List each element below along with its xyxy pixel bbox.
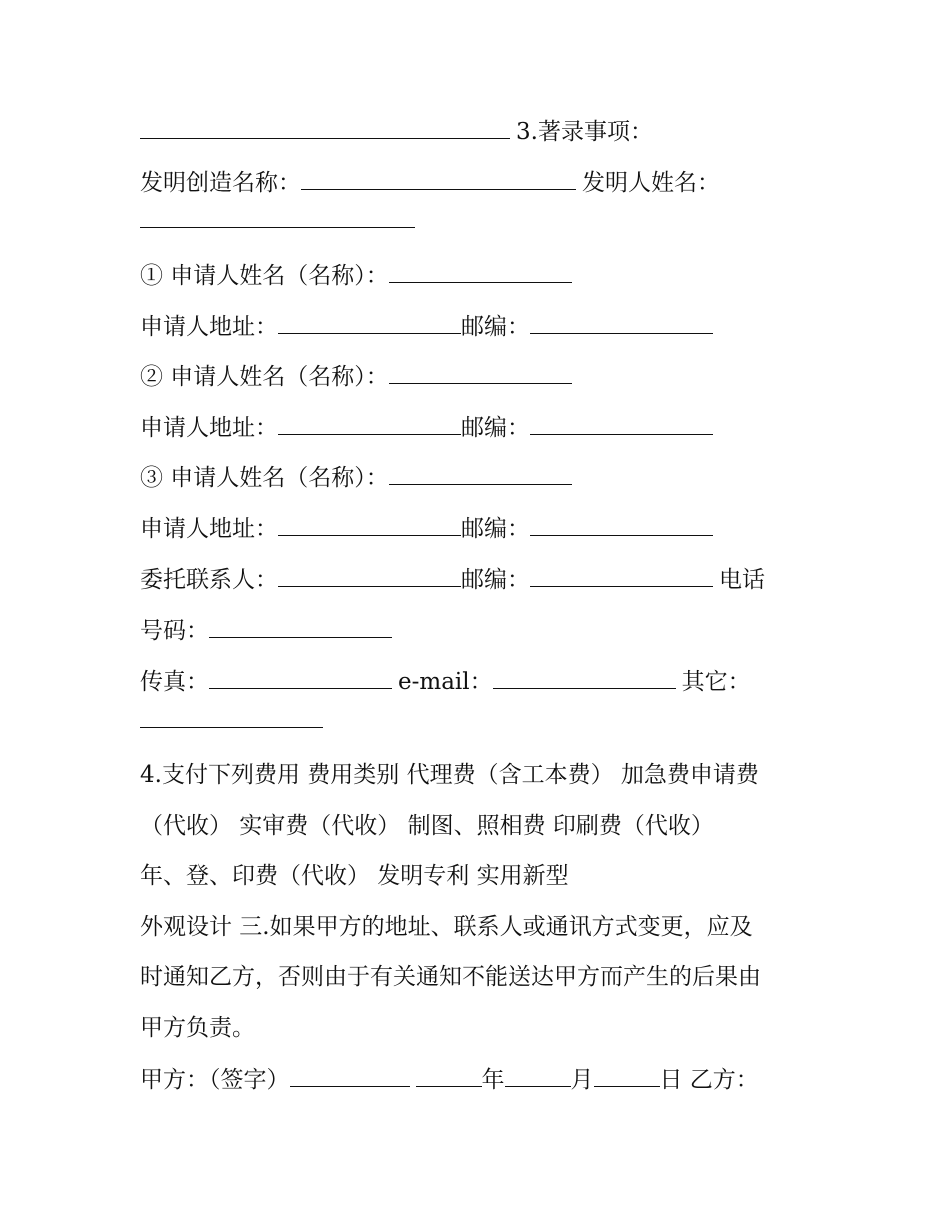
contact-label: 委托联系人： [140,567,278,593]
fax-field[interactable] [209,666,392,689]
applicant-address-label: 申请人地址： [140,314,278,340]
email-label: e-mail： [398,669,493,695]
applicant1-address-line [140,311,713,341]
other-line [140,705,323,735]
applicant3-line [140,462,572,492]
section4-line1: 4.支付下列费用 费用类别 代理费（含工本费） 加急费申请费 [140,762,759,788]
inventor-name-label: 发明人姓名： [582,170,720,196]
phone-label-cont: 号码： [140,618,209,644]
postcode-label: 邮编： [461,314,530,340]
section4-line2: （代收） 实审费（代收） 制图、照相费 印刷费（代收） [140,813,714,839]
fax-label: 传真： [140,669,209,695]
applicant1-name-field[interactable] [389,260,572,283]
other-label: 其它： [681,669,751,695]
applicant2-postcode-field[interactable] [530,412,713,435]
month-field[interactable] [505,1064,571,1087]
applicant1-postcode-field[interactable] [530,311,713,334]
applicant2-name-field[interactable] [389,361,572,384]
postcode-label: 邮编： [461,415,530,441]
contact-line [140,564,765,594]
blank-field[interactable] [140,116,510,139]
day-label: 日 乙方： [659,1067,759,1093]
applicant2-address-line [140,412,713,442]
applicant1-line [140,260,572,290]
applicant-address-label: 申请人地址： [140,516,278,542]
invention-name-label: 发明创造名称： [140,170,301,196]
section4-line5: 时通知乙方，否则由于有关通知不能送达甲方而产生的后果由 [140,964,761,990]
section4-line3: 年、登、印费（代收） 发明专利 实用新型 [140,863,569,889]
month-label: 月 [570,1067,594,1093]
postcode-label: 邮编： [461,567,530,593]
section4-line6: 甲方负责。 [140,1015,255,1041]
applicant3-address-field[interactable] [278,513,461,536]
section3-title: 3.著录事项： [516,119,653,145]
applicant3-postcode-field[interactable] [530,513,713,536]
applicant1-address-field[interactable] [278,311,461,334]
party-a-signature-field[interactable] [290,1064,410,1087]
applicant2-address-field[interactable] [278,412,461,435]
invention-name-field[interactable] [301,167,576,190]
day-field[interactable] [594,1064,660,1087]
phone-field[interactable] [209,615,392,638]
year-field[interactable] [416,1064,482,1087]
applicant3-label: ③ 申请人姓名（名称）： [140,465,389,491]
invention-line [140,167,720,197]
section4-line4: 外观设计 三.如果甲方的地址、联系人或通讯方式变更，应及 [140,914,753,940]
party-a-label: 甲方：（签字） [140,1067,290,1093]
applicant3-name-field[interactable] [389,462,572,485]
signature-line [140,1064,759,1094]
fax-line [140,666,751,696]
inventor-name-line [140,205,415,235]
inventor-name-field[interactable] [140,205,415,228]
contact-field[interactable] [278,564,461,587]
other-field[interactable] [140,705,323,728]
email-field[interactable] [493,666,676,689]
applicant-address-label: 申请人地址： [140,415,278,441]
applicant2-line [140,361,572,391]
applicant1-label: ① 申请人姓名（名称）： [140,263,389,289]
applicant2-label: ② 申请人姓名（名称）： [140,364,389,390]
contact-postcode-field[interactable] [530,564,713,587]
phone-line [140,615,392,645]
phone-label: 电话 [719,567,765,593]
postcode-label: 邮编： [461,516,530,542]
section3-line [140,116,653,146]
applicant3-address-line [140,513,713,543]
year-label: 年 [481,1067,505,1093]
